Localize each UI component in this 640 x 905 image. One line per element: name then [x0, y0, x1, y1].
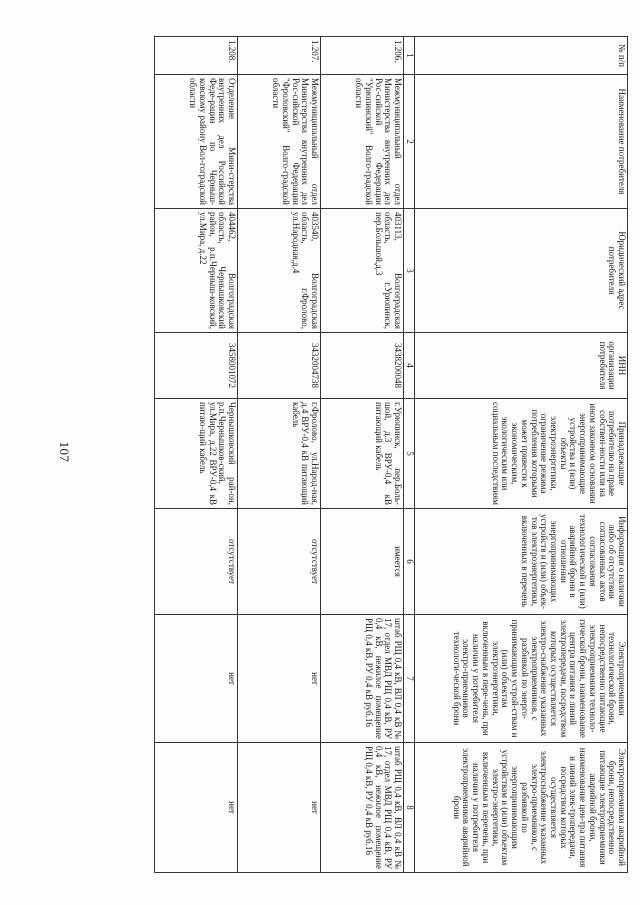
- acts-info: отсутствует: [155, 509, 238, 615]
- column-number: 3: [404, 209, 415, 333]
- column-number: 2: [404, 75, 415, 209]
- emergency-reserve: нет: [238, 743, 321, 873]
- header-num: № п/п: [415, 37, 628, 75]
- header-name: Наименование потребителя: [415, 75, 628, 209]
- acts-info: отсутствует: [238, 509, 321, 615]
- column-number: 5: [404, 399, 415, 509]
- tech-reserve: нет: [155, 615, 238, 743]
- legal-address: 404462, Волгоградская область, Чернышковский район, р.п.Черныш-ковский, ул.Мира, д.22: [155, 209, 238, 333]
- row-number: 1.208.: [155, 37, 238, 75]
- inn: 3438200048: [321, 333, 404, 399]
- tech-reserve: штаб РЩ 0,4 кВ, ВЛ 0,4 кВ № 17, отдел МВД РЩ 0,4 кВ, РУ 0,4 кВ, нежилое помещение РЩ 0,4 кВ, РУ 0,4 кВ руб.16: [321, 615, 404, 743]
- devices: г.Фролово, ул.Народ-ная, д.4 ВРУ-0,4 кВ питающий кабель: [238, 399, 321, 509]
- column-number: 4: [404, 333, 415, 399]
- header-tech-reserve: Электроприемники технологической брони, непосредственно питающие электроприемники техноло-гической брони, наименование центра питания и линий электропередачи, посредством которых осуществляется электро-снабжение указанных электроприемников, с разбивкой по энерго-принимающим устрой-ствам и (или) объектам электроэнергетики, включенным в пере-чень, при наличии у потребителя электро-приемников технологи-ческой брони: [415, 615, 628, 743]
- rotated-table-container: [80, 36, 628, 872]
- consumer-name: Межмуниципальный отдел Министерства внутренних дел Рос-сийской Федерации "Урюпинский" Волго-градской области: [321, 75, 404, 209]
- header-acts: Информация о наличии либо об отсутствии согласованных актов согласования технологической и (или) аварийной брони в отношении энергопринимающих устройств и (или) объек-тов электроэнергетики, включенных в перечень: [415, 509, 628, 615]
- acts-info: имеется: [321, 509, 404, 615]
- emergency-reserve: нет: [155, 743, 238, 873]
- tech-reserve: нет: [238, 615, 321, 743]
- consumer-table: [154, 36, 628, 873]
- header-emergency-reserve: Электроприемники аварийной брони, непосредственно питающие электроприемники аварийной брони, наименование цен-тра питания и линий элек-тропередачи, посредством которых осуществляется электроснабжение указанных электро-приемников, с разбивкой по энергопринимающим устройствам и (или) объектам электро-энергетики, включенным в перечень, при наличии у потребителя электроприемников аварийной брони: [415, 743, 628, 873]
- devices: г.Урюпинск, пер.Боль-шой, д.3 ВРУ-0,4 кВ питающий кабель: [321, 399, 404, 509]
- emergency-reserve: штаб РЩ 0,4 кВ, ВЛ 0,4 кВ № 17, отдел МВД РЩ 0,4 кВ, РУ 0,4 кВ, нежилое помещение РЩ 0,4 кВ, РУ 0,4 кВ руб.16: [321, 743, 404, 873]
- row-number: 1.206.: [321, 37, 404, 75]
- legal-address: 403540, Волгоградская область, г.Фролово, ул.Народная,д.4: [238, 209, 321, 333]
- table-row: [155, 37, 238, 873]
- table-row: [321, 37, 404, 873]
- consumer-name: Межмуниципальный отдел Министерства внутренних дел Рос-сийской Федерации "Фроловский" Волго-градской области: [238, 75, 321, 209]
- column-number-row: [404, 37, 415, 873]
- header-devices: Принадлежащие потребителю на праве собствен-ности или на ином законном основании энергопринимающие устройства и (или) объекты электроэнергетики, ограничение режима потребления которыми может привести к экономическим, экологическим или социальным последствиям: [415, 399, 628, 509]
- header-address: Юридический адрес потребителя: [415, 209, 628, 333]
- inn: 3458001072: [155, 333, 238, 399]
- column-number: 7: [404, 615, 415, 743]
- column-number: 1: [404, 37, 415, 75]
- column-number: 6: [404, 509, 415, 615]
- table-row: [238, 37, 321, 873]
- header-inn: ИНН организации потребителя: [415, 333, 628, 399]
- legal-address: 403113, Волгоградская область, г.Урюпинск, пер.Большой,д.3: [321, 209, 404, 333]
- header-row: [415, 37, 628, 873]
- column-number: 8: [404, 743, 415, 873]
- row-number: 1.207.: [238, 37, 321, 75]
- devices: Чернышковский рай-он, р.п.Чернышков-ский, ул.Мира, д.22 ВРУ-0,4 кВ питаю-щий кабель: [155, 399, 238, 509]
- page-number: 107: [57, 441, 72, 463]
- consumer-name: Отделение Мини-стерства внутренних дел Российской Феде-рации по Черныш-ковскому району Вол-гоградской области: [155, 75, 238, 209]
- inn: 3432004738: [238, 333, 321, 399]
